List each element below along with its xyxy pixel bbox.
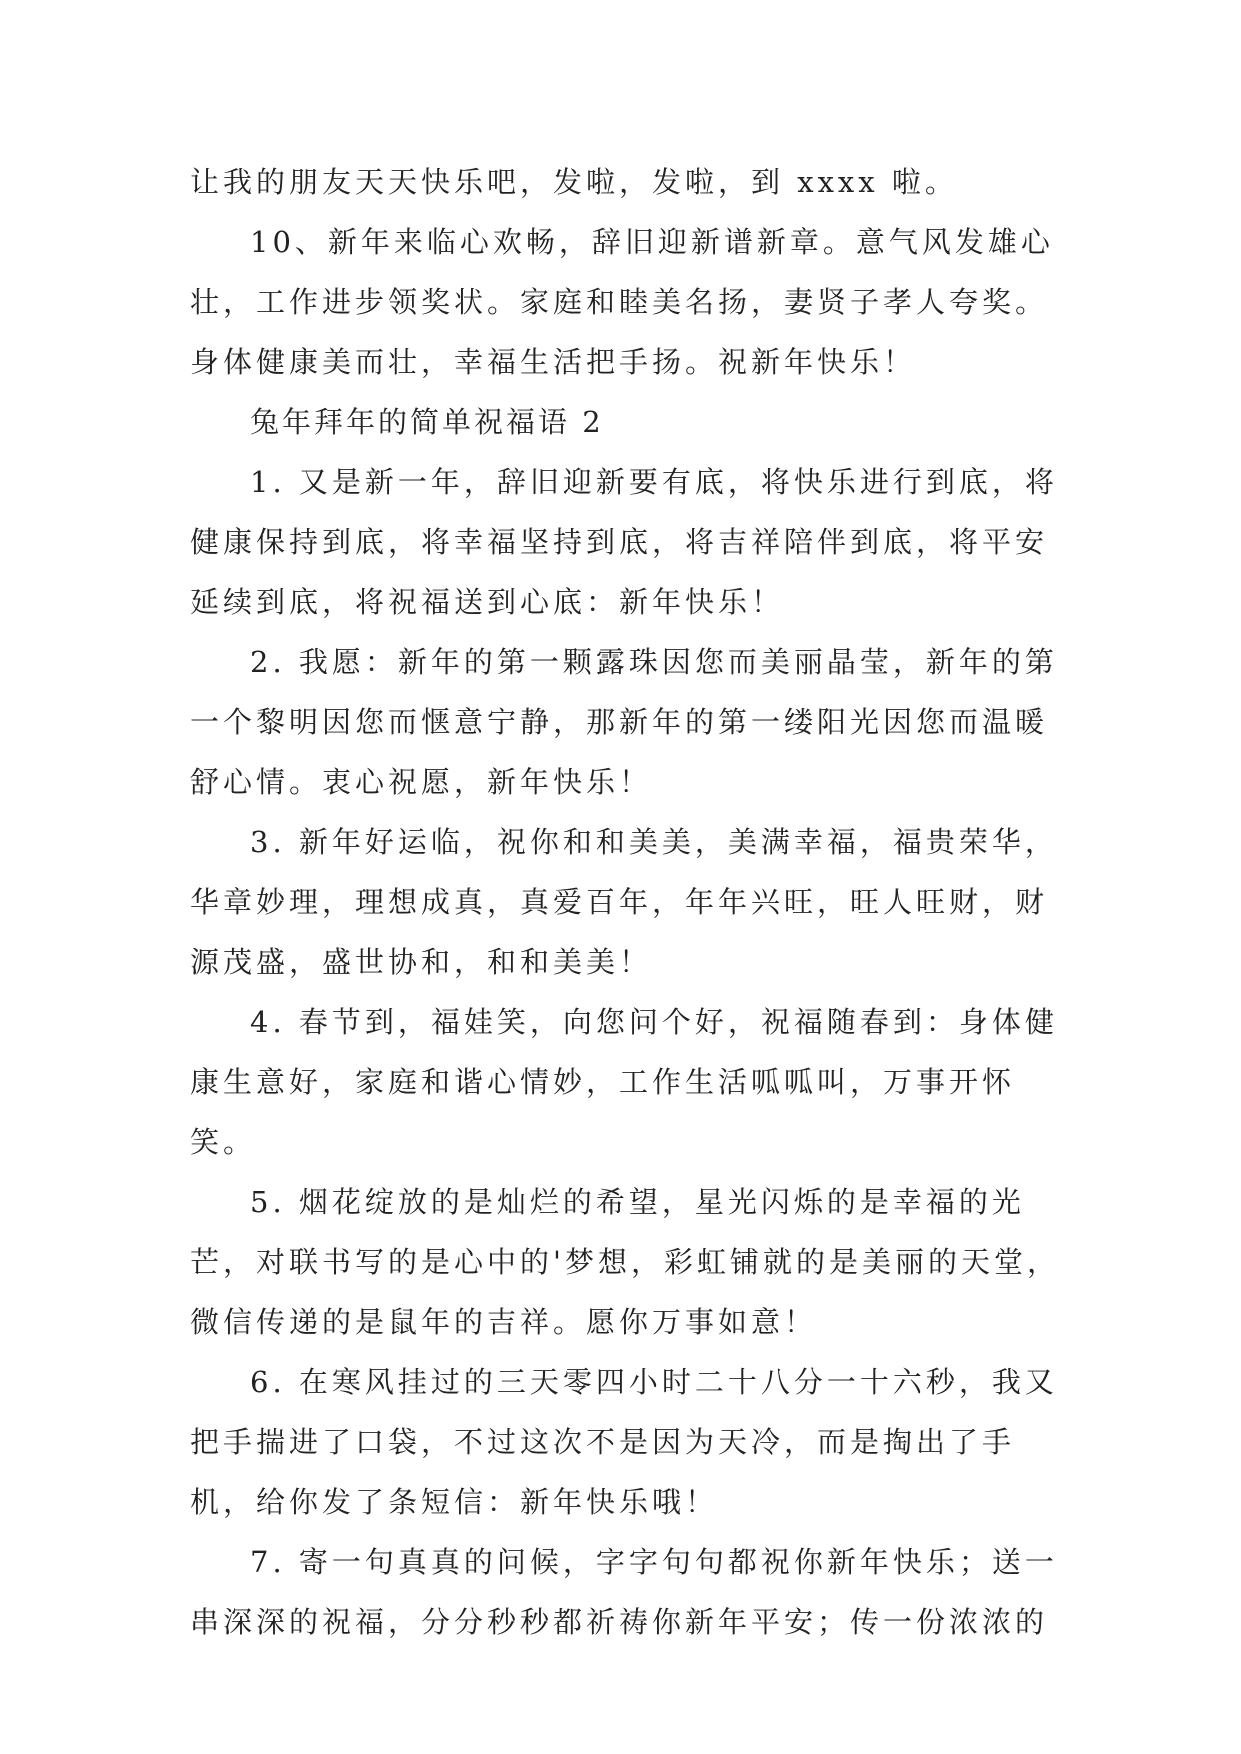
section-heading: 兔年拜年的简单祝福语 2 [250, 405, 604, 439]
paragraph-item-1: 1. 又是新一年，辞旧迎新要有底，将快乐进行到底，将健康保持到底，将幸福坚持到底，将吉祥陪伴到底，将平安延续到底，将祝福送到心底：新年快乐！ [190, 465, 1058, 619]
paragraph-item-6: 6. 在寒风挂过的三天零四小时二十八分一十六秒，我又把手揣进了口袋，不过这次不是因为天冷，而是掏出了手机，给你发了条短信：新年快乐哦！ [190, 1365, 1058, 1519]
paragraph-item-5: 5. 烟花绽放的是灿烂的希望，星光闪烁的是幸福的光芒，对联书写的是心中的'梦想，彩虹铺就的是美丽的天堂，微信传递的是鼠年的吉祥。愿你万事如意！ [190, 1185, 1060, 1339]
paragraph-item-2: 2. 我愿：新年的第一颗露珠因您而美丽晶莹，新年的第一个黎明因您而惬意宁静，那新年的第一缕阳光因您而温暖舒心情。衷心祝愿，新年快乐！ [190, 645, 1058, 799]
paragraph-continued: 让我的朋友天天快乐吧，发啦，发啦，到 xxxx 啦。 [190, 165, 958, 199]
paragraph-item-4: 4. 春节到，福娃笑，向您问个好，祝福随春到：身体健康生意好，家庭和谐心情妙，工作生活呱呱叫，万事开怀笑。 [190, 1005, 1058, 1159]
document-body [190, 152, 1060, 1652]
paragraph-item-10: 10、新年来临心欢畅，辞旧迎新谱新章。意气风发雄心壮，工作进步领奖状。家庭和睦美名扬，妻贤子孝人夸奖。身体健康美而壮，幸福生活把手扬。祝新年快乐！ [190, 225, 1054, 379]
paragraph-item-3: 3. 新年好运临，祝你和和美美，美满幸福，福贵荣华，华章妙理，理想成真，真爱百年，年年兴旺，旺人旺财，财源茂盛，盛世协和，和和美美！ [190, 825, 1058, 979]
paragraph-item-7: 7. 寄一句真真的问候，字字句句都祝你新年快乐；送一串深深的祝福，分分秒秒都祈祷你新年平安；传一份浓浓的 [190, 1545, 1058, 1639]
